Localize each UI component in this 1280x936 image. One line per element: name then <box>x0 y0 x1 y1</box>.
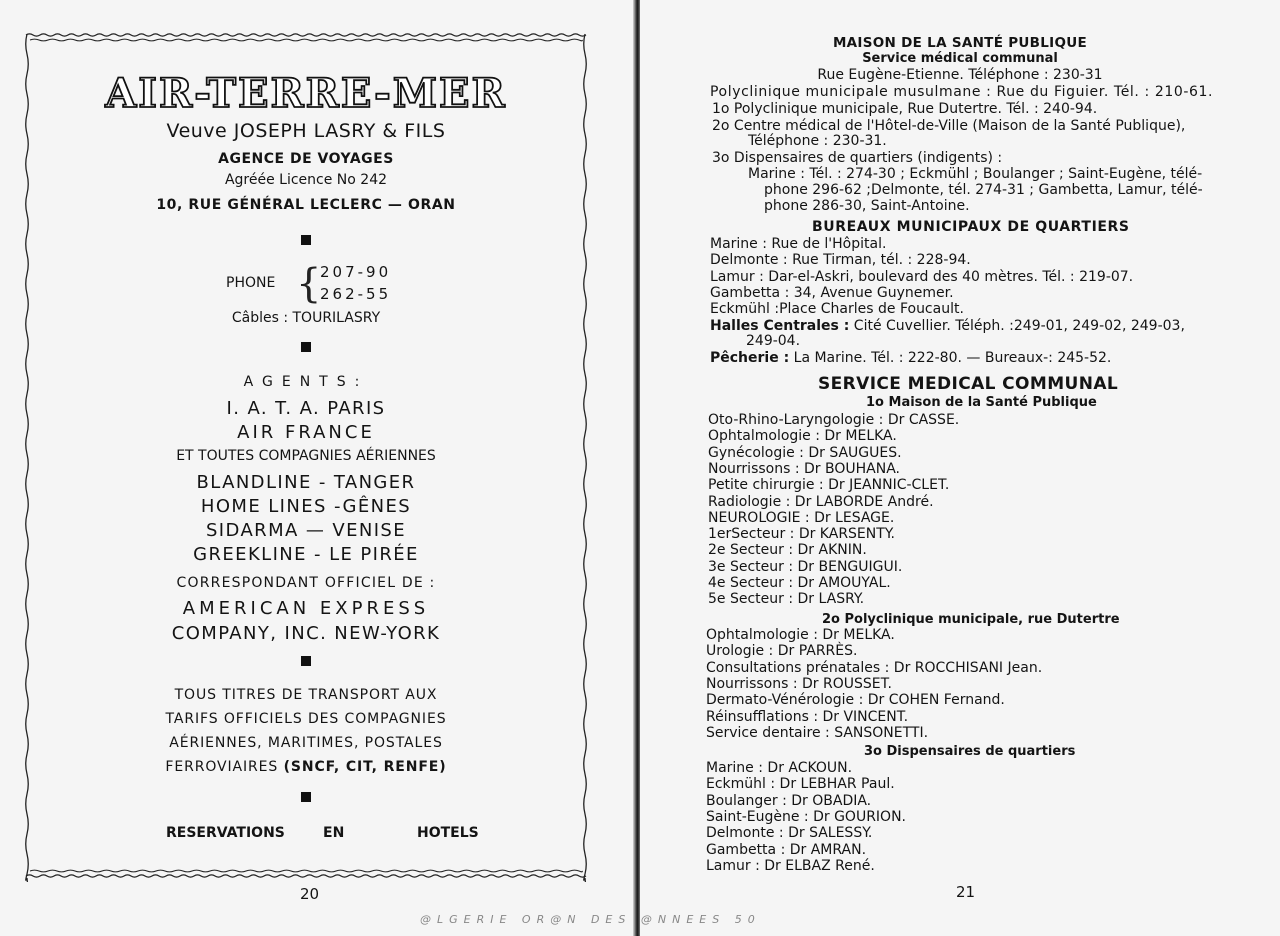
directory-entry: Consultations prénatales : Dr ROCCHISANI Jean. <box>706 659 1043 676</box>
page-number: 20 <box>300 885 320 903</box>
directory-entry: Ophtalmologie : Dr MELKA. <box>708 428 897 445</box>
pecherie-line <box>710 350 1111 366</box>
reservations-word: EN <box>323 825 345 841</box>
titres-text: FERROVIAIRES <box>165 759 279 775</box>
directory-entry: Marine : Dr ACKOUN. <box>706 760 853 776</box>
directory-entry: Nourrissons : Dr BOUHANA. <box>708 460 900 477</box>
watermark: @LGERIE OR@N DES @NNEES 50 <box>420 913 761 926</box>
service-line: 2o Centre médical de l'Hôtel-de-Ville (Maison de la Santé Publique), <box>712 118 1186 134</box>
bureau-line: Marine : Rue de l'Hôpital. <box>710 236 887 252</box>
address-line: 10, RUE GÉNÉRAL LECLERC — ORAN <box>156 197 456 213</box>
directory-entry: Boulanger : Dr OBADIA. <box>706 792 872 809</box>
agent-line: I. A. T. A. PARIS <box>226 398 386 419</box>
directory-entry: Dermato-Vénérologie : Dr COHEN Fernand. <box>706 692 1005 709</box>
titres-bold: (SNCF, CIT, RENFE) <box>283 759 447 775</box>
directory-entry: Gynécologie : Dr SAUGUES. <box>708 444 902 461</box>
directory-title: MAISON DE LA SANTÉ PUBLIQUE <box>832 35 1088 51</box>
owner-line: Veuve JOSEPH LASRY & FILS <box>166 120 446 142</box>
directory-entry: Urologie : Dr PARRÈS. <box>706 643 858 660</box>
titres-line: TOUS TITRES DE TRANSPORT AUX <box>174 687 438 703</box>
square-bullet-icon <box>301 342 311 352</box>
bureau-line: Lamur : Dar-el-Askri, boulevard des 40 mètres. Tél. : 219-07. <box>710 269 1134 285</box>
directory-entry: 2e Secteur : Dr AKNIN. <box>708 542 867 559</box>
phone-block <box>220 261 420 307</box>
halles-cont: 249-04. <box>746 333 801 349</box>
directory-entry: Lamur : Dr ELBAZ René. <box>706 857 875 874</box>
amex-line: COMPANY, INC. NEW-YORK <box>171 623 441 644</box>
directory-subtitle: Service médical communal <box>862 51 1058 66</box>
directory-entry: Service dentaire : SANSONETTI. <box>706 724 929 741</box>
halles-text: Cité Cuvellier. Téléph. :249-01, 249-02, 249-03, <box>853 318 1185 334</box>
brace-icon: { <box>296 261 322 307</box>
directory-entry: Oto-Rhino-Laryngologie : Dr CASSE. <box>708 412 960 428</box>
brand-title: AIR-TERRE-MER <box>105 70 507 117</box>
amex-line: AMERICAN EXPRESS <box>182 598 430 619</box>
directory-entry: 4e Secteur : Dr AMOUYAL. <box>708 575 891 591</box>
cables-line: Câbles : TOURILASRY <box>231 310 381 326</box>
directory-entry: Petite chirurgie : Dr JEANNIC-CLET. <box>708 477 950 494</box>
directory-entry: Delmonte : Dr SALESSY. <box>706 825 873 842</box>
directory-entry: NEUROLOGIE : Dr LESAGE. <box>708 509 895 526</box>
directory-content <box>640 0 1280 936</box>
service-line: 1o Polyclinique municipale, Rue Dutertre. Tél. : 240-94. <box>712 101 1098 117</box>
agents-heading: AGENTS: <box>243 374 369 390</box>
ad-content <box>22 30 590 882</box>
reservations-word: HOTELS <box>417 825 479 841</box>
directory-entry: Gambetta : Dr AMRAN. <box>706 841 867 858</box>
bureau-line: Gambetta : 34, Avenue Guynemer. <box>710 285 954 301</box>
page-number: 21 <box>956 883 976 901</box>
halles-label: Halles Centrales : <box>710 318 850 334</box>
service-line: 3o Dispensaires de quartiers (indigents) : <box>712 150 1003 166</box>
directory-entry: 1erSecteur : Dr KARSENTY. <box>708 526 895 543</box>
directory-entry: Saint-Eugène : Dr GOURION. <box>706 808 906 825</box>
reservations-word: RESERVATIONS <box>166 825 285 841</box>
licence-line: Agréée Licence No 242 <box>224 172 388 188</box>
titres-line: TARIFS OFFICIELS DES COMPAGNIES <box>165 711 447 727</box>
correspondant-line: CORRESPONDANT OFFICIEL DE : <box>176 575 436 591</box>
bureau-line: Delmonte : Rue Tirman, tél. : 228-94. <box>710 252 971 268</box>
right-page <box>640 0 1280 936</box>
service-line: Polyclinique municipale musulmane : Rue du Figuier. Tél. : 210-61. <box>710 84 1214 100</box>
bureau-line: Eckmühl :Place Charles de Foucault. <box>710 301 964 317</box>
section2-title: 2o Polyclinique municipale, rue Dutertre <box>822 612 1120 627</box>
service-line: Téléphone : 230-31. <box>748 133 887 149</box>
shipping-line: HOME LINES -GÊNES <box>200 496 412 517</box>
directory-entry: Eckmühl : Dr LEBHAR Paul. <box>706 776 895 793</box>
directory-entry: Ophtalmologie : Dr MELKA. <box>706 627 895 643</box>
service-line: phone 296-62 ;Delmonte, tél. 274-31 ; Gambetta, Lamur, télé- <box>764 182 1203 198</box>
pecherie-label: Pêcherie : <box>710 350 790 366</box>
shipping-line: SIDARMA — VENISE <box>205 520 407 541</box>
directory-entry: Nourrissons : Dr ROUSSET. <box>706 675 892 692</box>
agency-line: AGENCE DE VOYAGES <box>218 151 394 167</box>
square-bullet-icon <box>301 656 311 666</box>
titres-line <box>22 759 590 775</box>
titres-line: AÉRIENNES, MARITIMES, POSTALES <box>169 735 443 751</box>
shipping-line: BLANDLINE - TANGER <box>196 472 416 493</box>
address-line: Rue Eugène-Etienne. Téléphone : 230-31 <box>817 67 1103 83</box>
square-bullet-icon <box>301 792 311 802</box>
halles-line <box>710 318 1185 334</box>
bureaux-title: BUREAUX MUNICIPAUX DE QUARTIERS <box>812 219 1130 235</box>
phone-number: 207-90 <box>320 263 392 281</box>
shipping-line: GREEKLINE - LE PIRÉE <box>193 544 419 565</box>
phone-label: PHONE <box>226 275 276 291</box>
section1-title: 1o Maison de la Santé Publique <box>866 395 1097 410</box>
phone-number: 262-55 <box>320 285 392 303</box>
square-bullet-icon <box>301 235 311 245</box>
left-page <box>0 0 636 936</box>
directory-entry: Réinsufflations : Dr VINCENT. <box>706 708 909 725</box>
pecherie-text: La Marine. Tél. : 222-80. — Bureaux-: 245-52. <box>793 350 1112 366</box>
directory-entry: Radiologie : Dr LABORDE André. <box>708 493 934 510</box>
directory-entry: 3e Secteur : Dr BENGUIGUI. <box>708 558 903 575</box>
smc-title: SERVICE MEDICAL COMMUNAL <box>818 374 1119 394</box>
directory-entry: 5e Secteur : Dr LASRY. <box>708 591 865 608</box>
service-line: phone 286-30, Saint-Antoine. <box>764 198 970 214</box>
agent-line: AIR FRANCE <box>237 422 375 443</box>
section3-title: 3o Dispensaires de quartiers <box>864 744 1076 759</box>
companies-line: ET TOUTES COMPAGNIES AÉRIENNES <box>176 448 436 464</box>
service-line: Marine : Tél. : 274-30 ; Eckmühl ; Boulanger ; Saint-Eugène, télé- <box>748 166 1203 182</box>
